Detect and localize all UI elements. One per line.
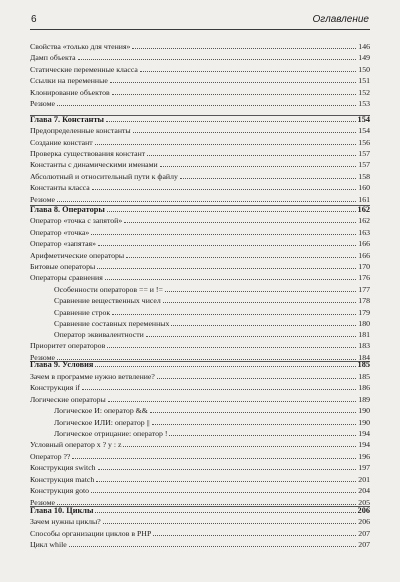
dot-leader bbox=[105, 279, 357, 280]
toc-entry bbox=[30, 527, 370, 538]
dot-leader bbox=[69, 546, 357, 547]
toc-page-number: 158 bbox=[358, 172, 370, 181]
toc-entry bbox=[30, 370, 370, 381]
toc-page-number: 170 bbox=[358, 262, 370, 271]
toc-page-number: 166 bbox=[358, 239, 370, 248]
toc-entry-title: Способы организации циклов в PHP bbox=[30, 529, 152, 538]
toc-chapter-entry bbox=[30, 113, 370, 124]
toc-page-number: 197 bbox=[358, 463, 370, 472]
dot-leader bbox=[124, 222, 356, 223]
toc-entry-title: Приоритет операторов bbox=[30, 341, 106, 350]
toc-entry-title: Резюме bbox=[30, 498, 55, 507]
toc-page-number: 161 bbox=[358, 195, 370, 204]
toc-entry-title: Резюме bbox=[30, 99, 55, 108]
toc-entry bbox=[30, 404, 370, 415]
toc-page-number: 206 bbox=[357, 506, 370, 515]
toc-entry bbox=[30, 484, 370, 495]
toc-entry bbox=[30, 226, 370, 237]
toc-entry-title: Свойства «только для чтения» bbox=[30, 42, 131, 51]
toc-page-number: 163 bbox=[358, 228, 370, 237]
toc-entry bbox=[30, 381, 370, 392]
page-header bbox=[30, 13, 370, 30]
toc-entry bbox=[30, 249, 370, 260]
toc-page-number: 181 bbox=[358, 330, 370, 339]
toc-entry-title: Конструкция switch bbox=[30, 463, 96, 472]
toc-entry bbox=[30, 124, 370, 135]
toc-entry bbox=[30, 237, 370, 248]
dot-leader bbox=[91, 492, 356, 493]
toc-page-number: 180 bbox=[358, 319, 370, 328]
toc-entry bbox=[30, 283, 370, 294]
dot-leader bbox=[96, 481, 356, 482]
toc-entry bbox=[30, 214, 370, 225]
dot-leader bbox=[97, 268, 356, 269]
dot-leader bbox=[169, 435, 356, 436]
toc-entry-title: Логические операторы bbox=[30, 395, 106, 404]
toc-entry-title: Глава 10. Циклы bbox=[30, 506, 94, 515]
toc-page-number: 189 bbox=[358, 395, 370, 404]
toc-entry bbox=[30, 473, 370, 484]
toc-entry-title: Глава 9. Условия bbox=[30, 360, 94, 369]
dot-leader bbox=[78, 59, 357, 60]
dot-leader bbox=[112, 314, 356, 315]
page-number: 6 bbox=[31, 14, 37, 25]
toc-entry-title: Сравнение составных переменных bbox=[54, 319, 170, 328]
toc-entry bbox=[30, 158, 370, 169]
dot-leader bbox=[157, 378, 356, 379]
toc-entry-title: Битовые операторы bbox=[30, 262, 96, 271]
toc-page-number: 196 bbox=[358, 452, 370, 461]
toc-entry bbox=[30, 97, 370, 108]
toc-entry bbox=[30, 181, 370, 192]
toc-page-number: 201 bbox=[358, 475, 370, 484]
toc-entry-title: Дамп объекта bbox=[30, 53, 76, 62]
toc-page-number: 154 bbox=[358, 126, 370, 135]
toc-page-number: 190 bbox=[358, 406, 370, 415]
toc-page-number: 156 bbox=[358, 138, 370, 147]
toc-entry bbox=[30, 294, 370, 305]
toc-entry-title: Оператор «точка» bbox=[30, 228, 90, 237]
toc-entry bbox=[30, 317, 370, 328]
dot-leader bbox=[147, 155, 356, 156]
toc-chapter-entry bbox=[30, 504, 370, 515]
toc-page-number: 186 bbox=[358, 383, 370, 392]
toc-entry bbox=[30, 416, 370, 427]
toc-entry-title: Ссылки на переменные bbox=[30, 76, 108, 85]
toc-entry bbox=[30, 170, 370, 181]
toc-entry-title: Статические переменные класса bbox=[30, 65, 138, 74]
toc-entry bbox=[30, 393, 370, 404]
toc-page-number: 151 bbox=[358, 76, 370, 85]
toc-entry-title: Оператор эквивалентности bbox=[54, 330, 144, 339]
dot-leader bbox=[110, 82, 356, 83]
toc-page-number: 204 bbox=[358, 486, 370, 495]
toc-page-number: 157 bbox=[358, 160, 370, 169]
dot-leader bbox=[57, 105, 356, 106]
dot-leader bbox=[72, 458, 356, 459]
dot-leader bbox=[152, 424, 357, 425]
dot-leader bbox=[163, 302, 357, 303]
toc-entry bbox=[30, 136, 370, 147]
toc-entry-title: Зачем в программе нужно ветвление? bbox=[30, 372, 155, 381]
toc-entry-title: Глава 8. Операторы bbox=[30, 205, 105, 214]
toc-entry-title: Логическое отрицание: оператор ! bbox=[54, 429, 168, 438]
dot-leader bbox=[150, 412, 356, 413]
toc-entry bbox=[30, 40, 370, 51]
toc-page-number: 207 bbox=[358, 540, 370, 549]
toc-page-number: 207 bbox=[358, 529, 370, 538]
toc-entry-title: Конструкция match bbox=[30, 475, 95, 484]
toc-entry-title: Абсолютный и относительный пути к файлу bbox=[30, 172, 178, 181]
toc-page-number: 157 bbox=[358, 149, 370, 158]
toc-entry bbox=[30, 74, 370, 85]
toc-entry bbox=[30, 438, 370, 449]
toc-entry bbox=[30, 427, 370, 438]
toc-page-number: 150 bbox=[358, 65, 370, 74]
dot-leader bbox=[107, 211, 356, 212]
toc-entry-title: Глава 7. Константы bbox=[30, 115, 105, 124]
dot-leader bbox=[153, 535, 356, 536]
toc-page-number: 184 bbox=[358, 353, 370, 362]
toc-entry bbox=[30, 306, 370, 317]
toc-entry-title: Логическое ИЛИ: оператор || bbox=[54, 418, 150, 427]
toc-entry-title: Зачем нужны циклы? bbox=[30, 517, 101, 526]
toc-page-number: 190 bbox=[358, 418, 370, 427]
toc-entry-title: Предопределенные константы bbox=[30, 126, 131, 135]
toc-page-number: 153 bbox=[358, 99, 370, 108]
toc-page-number: 154 bbox=[357, 115, 370, 124]
toc-entry bbox=[30, 339, 370, 350]
toc-entry-title: Особенности операторов == и != bbox=[54, 285, 163, 294]
toc-entry-title: Оператор ?? bbox=[30, 452, 71, 461]
toc-page-number: 194 bbox=[358, 440, 370, 449]
toc-page-number: 146 bbox=[358, 42, 370, 51]
toc-entry bbox=[30, 328, 370, 339]
dot-leader bbox=[91, 234, 356, 235]
toc-entry-title: Операторы сравнения bbox=[30, 273, 103, 282]
toc-page-number: 160 bbox=[358, 183, 370, 192]
toc-entry-title: Сравнение строк bbox=[54, 308, 111, 317]
dot-leader bbox=[82, 389, 356, 390]
dot-leader bbox=[133, 132, 357, 133]
toc-page-number: 176 bbox=[358, 273, 370, 282]
dot-leader bbox=[106, 121, 356, 122]
toc-page-number: 179 bbox=[358, 308, 370, 317]
toc-page-number: 185 bbox=[357, 360, 370, 369]
toc-entry bbox=[30, 271, 370, 282]
toc-page-number: 162 bbox=[357, 205, 370, 214]
toc-entry bbox=[30, 461, 370, 472]
dot-leader bbox=[95, 144, 357, 145]
toc-entry bbox=[30, 450, 370, 461]
dot-leader bbox=[57, 201, 356, 202]
toc-entry-title: Оператор «запятая» bbox=[30, 239, 97, 248]
toc-page-number: 194 bbox=[358, 429, 370, 438]
toc-entry bbox=[30, 86, 370, 97]
toc-entry-title: Проверка существования констант bbox=[30, 149, 146, 158]
toc-entry-title: Сравнение вещественных чисел bbox=[54, 296, 161, 305]
dot-leader bbox=[98, 245, 356, 246]
toc-entry bbox=[30, 51, 370, 62]
toc-chapter-entry bbox=[30, 358, 370, 369]
dot-leader bbox=[123, 446, 356, 447]
dot-leader bbox=[132, 48, 356, 49]
toc-entry-title: Константы класса bbox=[30, 183, 90, 192]
dot-leader bbox=[98, 469, 357, 470]
toc-page-number: 152 bbox=[358, 88, 370, 97]
toc-entry bbox=[30, 63, 370, 74]
toc-entry-title: Оператор «точка с запятой» bbox=[30, 216, 123, 225]
dot-leader bbox=[103, 523, 357, 524]
toc-entry-title: Константы с динамическими именами bbox=[30, 160, 158, 169]
toc-page-number: 206 bbox=[358, 517, 370, 526]
toc-entry-title: Клонирование объектов bbox=[30, 88, 110, 97]
dot-leader bbox=[126, 257, 356, 258]
toc-entry bbox=[30, 147, 370, 158]
dot-leader bbox=[160, 166, 357, 167]
dot-leader bbox=[171, 325, 356, 326]
dot-leader bbox=[165, 291, 356, 292]
dot-leader bbox=[112, 94, 357, 95]
dot-leader bbox=[180, 178, 356, 179]
dot-leader bbox=[95, 366, 355, 367]
toc-chapter-entry bbox=[30, 203, 370, 214]
dot-leader bbox=[95, 512, 355, 513]
toc-entry-title: Условный оператор x ? y : z bbox=[30, 440, 122, 449]
dot-leader bbox=[108, 401, 356, 402]
toc-entry-title: Создание констант bbox=[30, 138, 93, 147]
dot-leader bbox=[146, 336, 356, 337]
toc-entry bbox=[30, 538, 370, 549]
toc-entry-title: Резюме bbox=[30, 195, 55, 204]
toc-page-number: 162 bbox=[358, 216, 370, 225]
toc-page-number: 205 bbox=[358, 498, 370, 507]
toc-entry-title: Цикл while bbox=[30, 540, 67, 549]
toc-entry-title: Резюме bbox=[30, 353, 55, 362]
toc-page-number: 178 bbox=[358, 296, 370, 305]
toc-entry-title: Арифметические операторы bbox=[30, 251, 125, 260]
toc-page-number: 185 bbox=[358, 372, 370, 381]
toc-entry-title: Конструкция goto bbox=[30, 486, 90, 495]
dot-leader bbox=[140, 71, 356, 72]
toc-entry-title: Логическое И: оператор && bbox=[54, 406, 148, 415]
toc-page-number: 149 bbox=[358, 53, 370, 62]
running-title: Оглавление bbox=[312, 14, 369, 25]
toc-entry-title: Конструкция if bbox=[30, 383, 80, 392]
toc-page-number: 166 bbox=[358, 251, 370, 260]
toc-entry bbox=[30, 260, 370, 271]
toc-page-number: 183 bbox=[358, 341, 370, 350]
toc-page-number: 177 bbox=[358, 285, 370, 294]
dot-leader bbox=[107, 347, 356, 348]
toc-entry bbox=[30, 515, 370, 526]
dot-leader bbox=[92, 189, 357, 190]
